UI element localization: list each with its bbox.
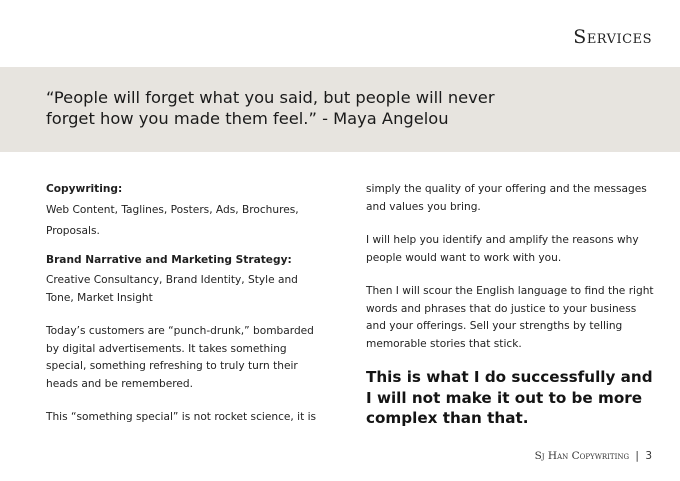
footer-separator: | (635, 450, 639, 462)
page-footer (535, 450, 652, 462)
scour-paragraph: Then I will scour the English language to find the right words and phrases that do justice to your business and your offerings. Sell your strengths by telling memorable stories that stick. (366, 285, 654, 350)
rocket-science-paragraph: This “something special” is not rocket science, it is (46, 411, 317, 423)
continuation-paragraph: simply the quality of your offering and the messages and values you bring. (366, 183, 647, 213)
copywriting-heading: Copywriting: (46, 183, 123, 195)
callout-text: This is what I do successfully and I will not make it out to be more complex than that. (366, 368, 653, 427)
brand-heading: Brand Narrative and Marketing Strategy: (46, 253, 292, 266)
page-title: Services (573, 26, 652, 48)
brand-body: Creative Consultancy, Brand Identity, Style and Tone, Market Insight (46, 274, 298, 304)
quote-banner (0, 67, 680, 152)
copywriting-body: Web Content, Taglines, Posters, Ads, Brochures, Proposals. (46, 203, 299, 237)
left-column (46, 181, 326, 427)
right-column (366, 181, 656, 429)
quote-text: “People will forget what you said, but people will never forget how you made them feel.” - Maya Angelou (46, 88, 495, 128)
intro-paragraph: Today’s customers are “punch-drunk,” bombarded by digital advertisements. It takes something special, something refreshing to truly turn their heads and be remembered. (46, 325, 314, 390)
footer-brand: Sj Han Copywriting (534, 450, 630, 462)
page-number: 3 (645, 450, 652, 462)
help-paragraph: I will help you identify and amplify the reasons why people would want to work with you. (366, 234, 639, 264)
